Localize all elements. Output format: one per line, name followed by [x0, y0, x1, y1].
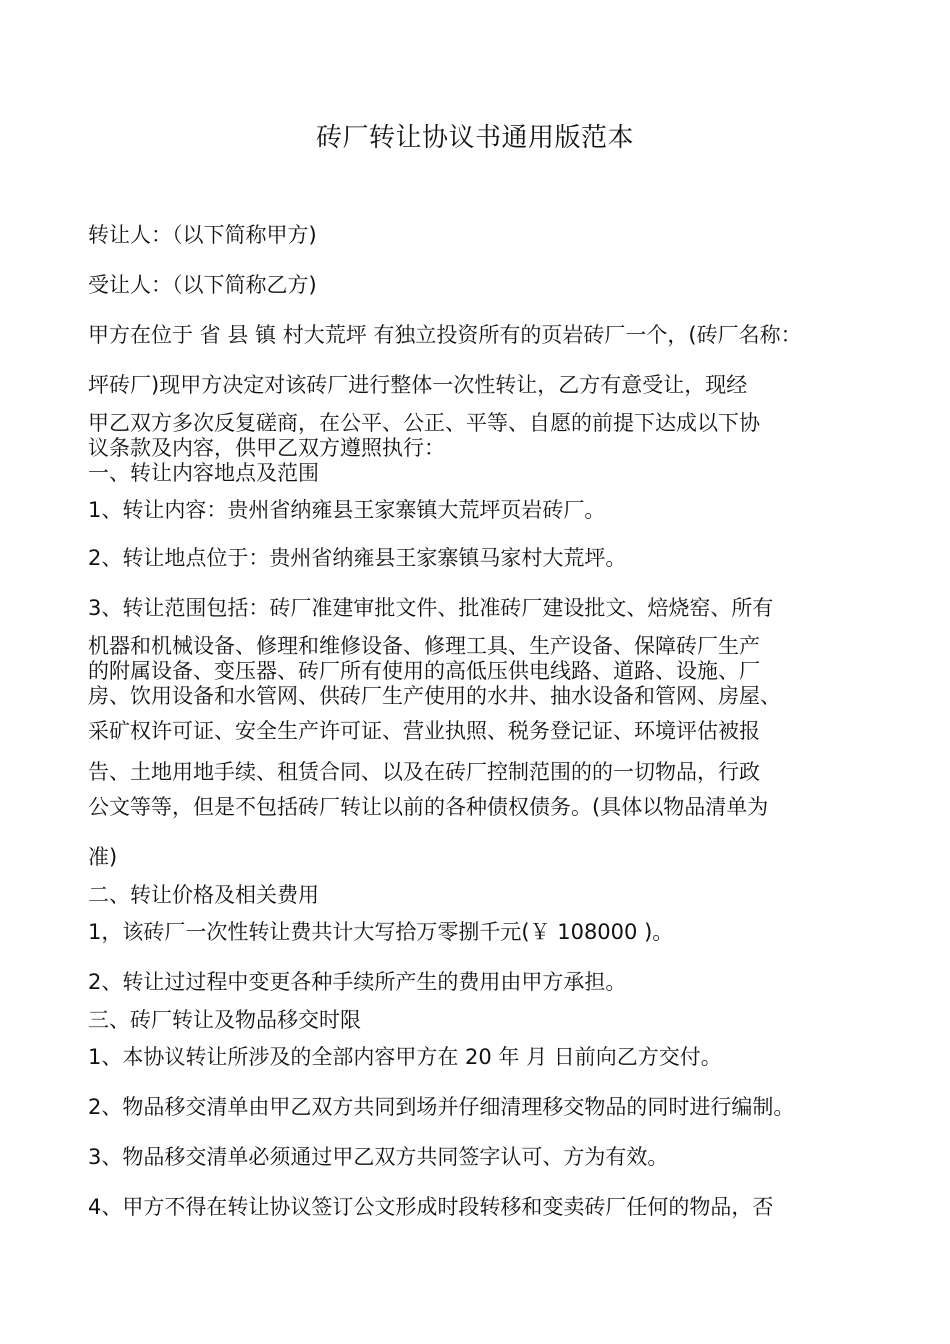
clause-line: 3、转让范围包括：砖厂准建审批文件、批准砖厂建设批文、焙烧窑、所有	[88, 596, 774, 620]
clause-line: 1、转让内容：贵州省纳雍县王家寨镇大荒坪页岩砖厂。	[88, 498, 606, 522]
clause-line: 房、饮用设备和水管网、供砖厂生产使用的水井、抽水设备和管网、房屋、	[88, 684, 781, 708]
clause-line: 4、甲方不得在转让协议签订公文形成时段转移和变卖砖厂任何的物品，否	[88, 1195, 774, 1219]
clause-line: 采矿权许可证、安全生产许可证、营业执照、税务登记证、环境评估被报	[88, 719, 760, 743]
clause-line: 告、土地用地手续、租赁合同、以及在砖厂控制范围的的一切物品，行政	[88, 760, 760, 784]
document-title: 砖厂转让协议书通用版范本	[315, 123, 634, 153]
section-heading-1: 一、转让内容地点及范围	[88, 461, 319, 485]
clause-line: 2、物品移交清单由甲乙双方共同到场并仔细清理移交物品的同时进行编制。	[88, 1095, 795, 1119]
clause-line: 2、转让过过程中变更各种手续所产生的费用由甲方承担。	[88, 970, 627, 994]
paragraph-line: 甲乙双方多次反复磋商，在公平、公正、平等、自愿的前提下达成以下协	[88, 411, 760, 435]
clause-line: 公文等等，但是不包括砖厂转让以前的各种债权债务。(具体以物品清单为	[88, 795, 769, 819]
section-heading-3: 三、砖厂转让及物品移交时限	[88, 1008, 361, 1032]
paragraph-line: 坪砖厂)现甲方决定对该砖厂进行整体一次性转让，乙方有意受让，现经	[88, 373, 748, 397]
clause-line: 机器和机械设备、修理和维修设备、修理工具、生产设备、保障砖厂生产	[88, 634, 760, 658]
paragraph-line-transferor: 转让人：（以下简称甲方)	[88, 223, 317, 247]
paragraph-line: 议条款及内容，供甲乙双方遵照执行：	[88, 436, 445, 460]
clause-line: 准)	[88, 845, 118, 869]
section-heading-2: 二、转让价格及相关费用	[88, 883, 319, 907]
clause-line-price: 1，该砖厂一次性转让费共计大写拾万零捌千元(￥ 108000 )。	[88, 920, 674, 944]
clause-line: 1、本协议转让所涉及的全部内容甲方在 20 年 月 日前向乙方交付。	[88, 1045, 722, 1069]
clause-line: 的附属设备、变压器、砖厂所有使用的高低压供电线路、道路、设施、厂	[88, 659, 760, 683]
paragraph-line: 甲方在位于 省 县 镇 村大荒坪 有独立投资所有的页岩砖厂一个，(砖厂名称：	[88, 323, 802, 347]
paragraph-line-transferee: 受让人：（以下简称乙方)	[88, 273, 317, 297]
clause-line: 3、物品移交清单必须通过甲乙双方共同签字认可、方为有效。	[88, 1145, 669, 1169]
clause-line: 2、转让地点位于：贵州省纳雍县王家寨镇马家村大荒坪。	[88, 546, 627, 570]
